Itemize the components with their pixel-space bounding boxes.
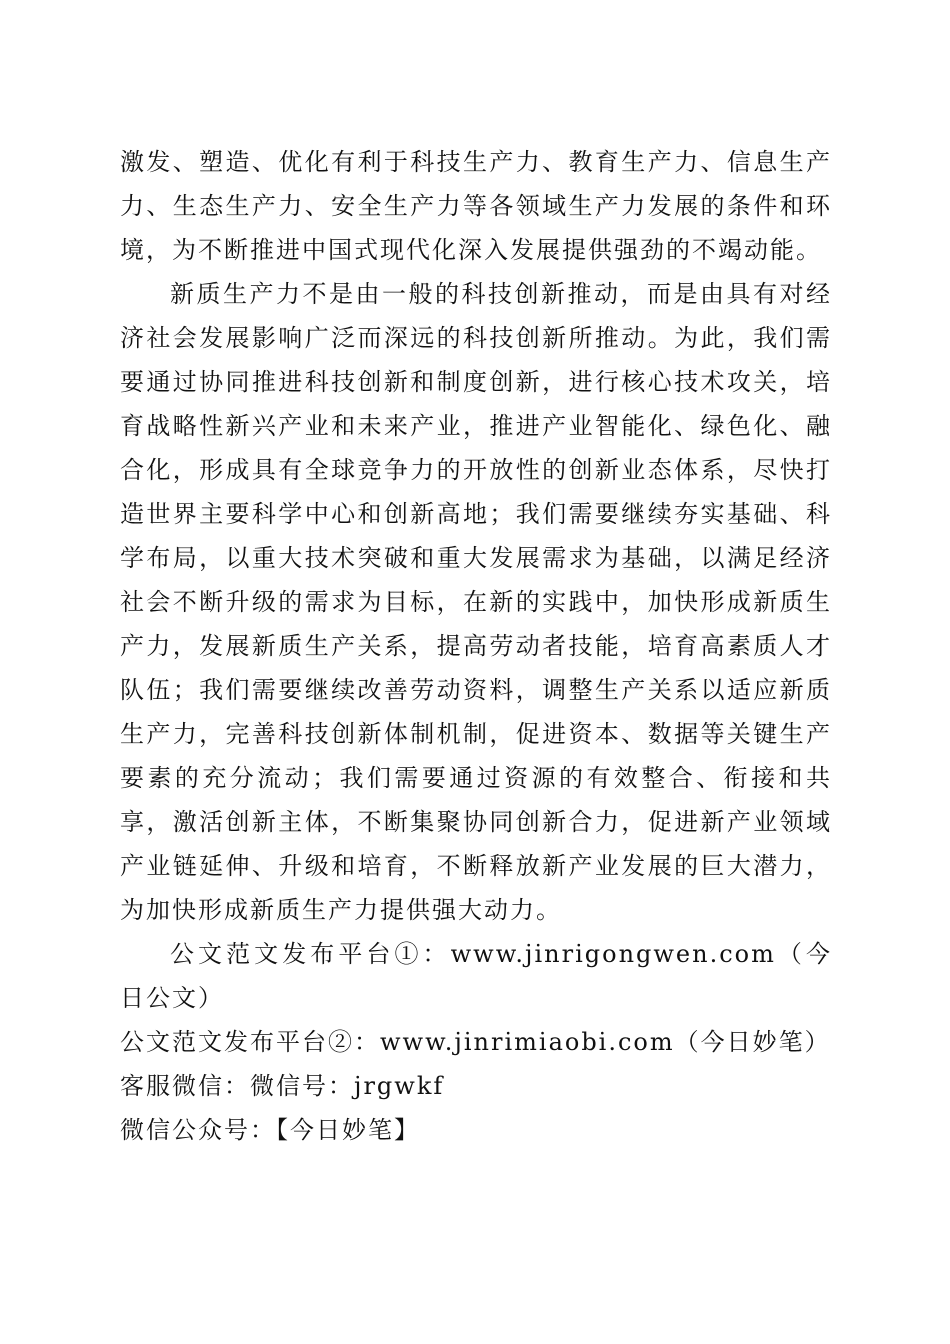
- paragraph-new-productivity: 新质生产力不是由一般的科技创新推动，而是由具有对经济社会发展影响广泛而深远的科技创新所推动。为此，我们需要通过协同推进科技创新和制度创新，进行核心技术攻关，培育战略性新兴产业和未来产业，推进产业智能化、绿色化、融合化，形成具有全球竞争力的开放性的创新业态体系，尽快打造世界主要科学中心和创新高地；我们需要继续夯实基础、科学布局，以重大技术突破和重大发展需求为基础，以满足经济社会不断升级的需求为目标，在新的实践中，加快形成新质生产力，发展新质生产关系，提高劳动者技能，培育高素质人才队伍；我们需要继续改善劳动资料，调整生产关系以适应新质生产力，完善科技创新体制机制，促进资本、数据等关键生产要素的充分流动；我们需要通过资源的有效整合、衔接和共享，激活创新主体，不断集聚协同创新合力，促进新产业领域产业链延伸、升级和培育，不断释放新产业发展的巨大潜力，为加快形成新质生产力提供强大动力。: [120, 280, 832, 924]
- platform-1-line: 公文范文发布平台①：www.jinrigongwen.com（今日公文）: [120, 940, 832, 1012]
- platform-2-line: 公文范文发布平台②：www.jinrimiaobi.com（今日妙笔）: [120, 1028, 831, 1056]
- official-account-line: 微信公众号：【今日妙笔】: [120, 1116, 420, 1144]
- wechat-service-line: 客服微信：微信号：jrgwkf: [120, 1072, 445, 1100]
- paragraph-continued: 激发、塑造、优化有利于科技生产力、教育生产力、信息生产力、生态生产力、安全生产力等各领域生产力发展的条件和环境，为不断推进中国式现代化深入发展提供强劲的不竭动能。: [120, 148, 832, 264]
- document-body: [120, 140, 832, 1152]
